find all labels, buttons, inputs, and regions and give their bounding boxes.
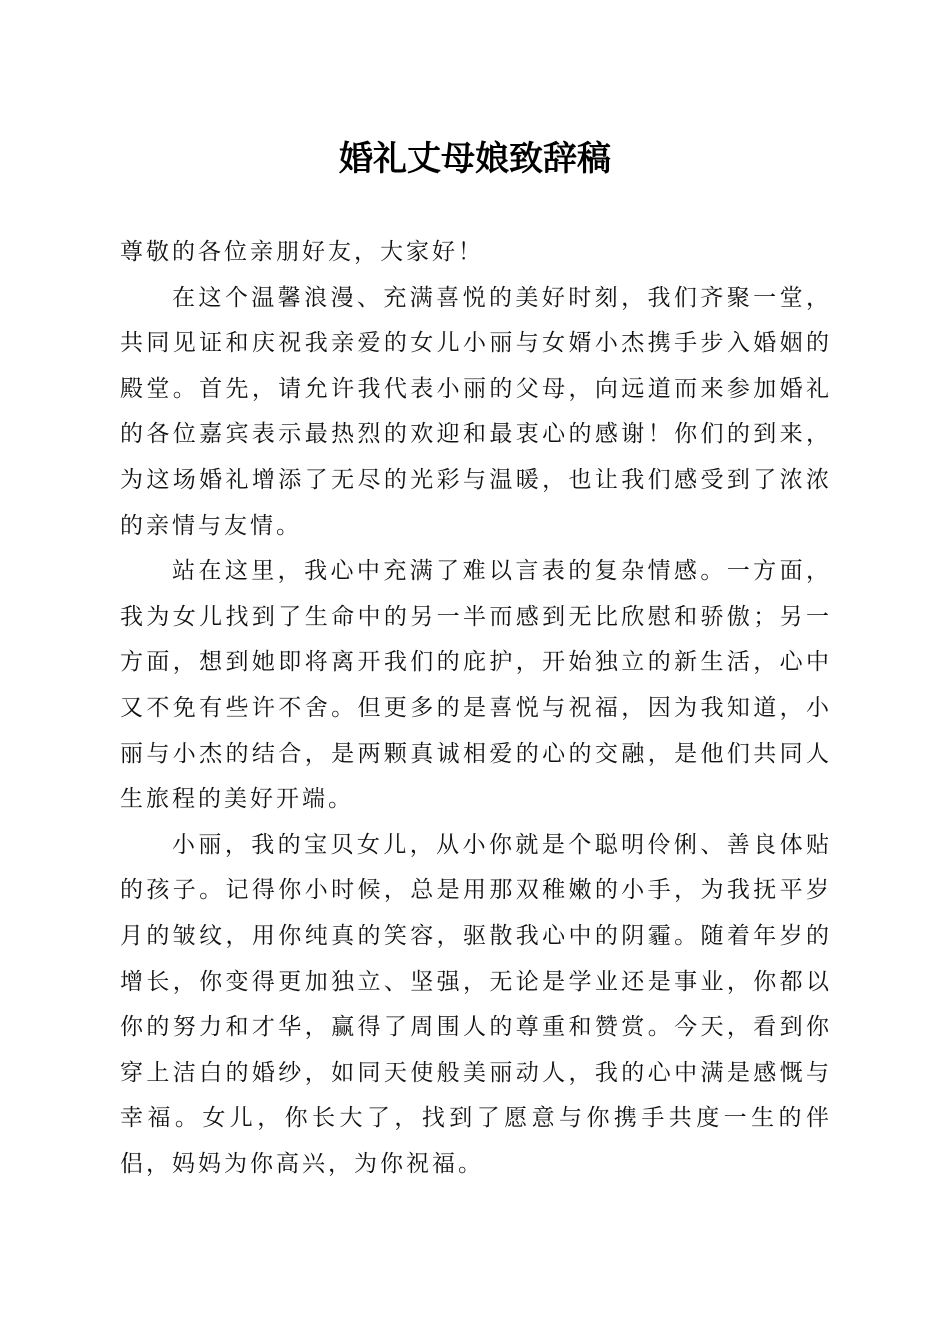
document-title: 婚礼丈母娘致辞稿: [339, 139, 611, 179]
document-body: [120, 230, 832, 1187]
paragraph-1: 在这个温馨浪漫、充满喜悦的美好时刻，我们齐聚一堂，共同见证和庆祝我亲爱的女儿小丽与女婿小杰携手步入婚姻的殿堂。首先，请允许我代表小丽的父母，向远道而来参加婚礼的各位嘉宾表示最热烈的欢迎和最衷心的感谢！你们的到来，为这场婚礼增添了无尽的光彩与温暖，也让我们感受到了浓浓的亲情与友情。: [120, 284, 832, 539]
greeting-line: 尊敬的各位亲朋好友，大家好！: [120, 239, 484, 265]
paragraph-3: 小丽，我的宝贝女儿，从小你就是个聪明伶俐、善良体贴的孩子。记得你小时候，总是用那双稚嫩的小手，为我抚平岁月的皱纹，用你纯真的笑容，驱散我心中的阴霾。随着年岁的增长，你变得更加独立、坚强，无论是学业还是事业，你都以你的努力和才华，赢得了周围人的尊重和赞赏。今天，看到你穿上洁白的婚纱，如同天使般美丽动人，我的心中满是感慨与幸福。女儿，你长大了，找到了愿意与你携手共度一生的伴侣，妈妈为你高兴，为你祝福。: [120, 831, 832, 1177]
paragraph-2: 站在这里，我心中充满了难以言表的复杂情感。一方面，我为女儿找到了生命中的另一半而感到无比欣慰和骄傲；另一方面，想到她即将离开我们的庇护，开始独立的新生活，心中又不免有些许不舍。但更多的是喜悦与祝福，因为我知道，小丽与小杰的结合，是两颗真诚相爱的心的交融，是他们共同人生旅程的美好开端。: [120, 558, 832, 813]
